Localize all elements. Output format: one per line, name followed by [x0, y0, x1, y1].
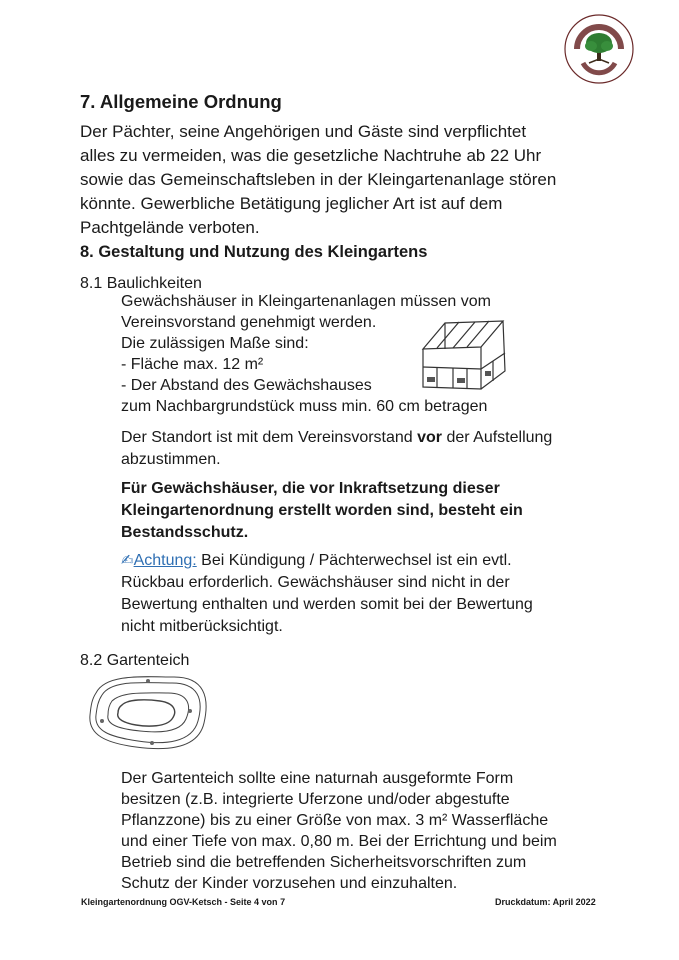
footer-left	[81, 897, 285, 907]
text-line: Pflanzzone) bis zu einer Größe von max. 3 m² Wasserfläche	[121, 812, 549, 829]
page-total: 7	[280, 897, 286, 907]
text-line: und einer Tiefe von max. 0,80 m. Bei der Errichtung und beim	[121, 833, 557, 850]
gartenteich-paragraph	[121, 768, 611, 894]
text-line: besitzen (z.B. integrierte Uferzone und/oder abgestufte	[121, 791, 510, 808]
text-line	[121, 427, 611, 449]
text-line: Pachtgelände verboten.	[80, 218, 260, 237]
section-8-2-heading: 8.2 Gartenteich	[80, 652, 190, 669]
achtung-paragraph	[121, 550, 611, 638]
greenhouse-illustration	[415, 313, 511, 393]
text-segment: Bei Kündigung / Pächterwechsel ist ein evtl.	[196, 552, 512, 569]
text-line: alles zu vermeiden, was die gesetzliche Nachtruhe ab 22 Uhr	[80, 146, 542, 165]
text-line: Die zulässigen Maße sind:	[121, 335, 309, 352]
text-line: - Der Abstand des Gewächshauses	[121, 377, 372, 394]
bestandsschutz-paragraph	[121, 478, 601, 544]
text-line: Kleingartenordnung erstellt worden sind, besteht ein	[121, 502, 523, 519]
footer-print-date: Druckdatum: April 2022	[495, 897, 596, 907]
section-7-paragraph	[80, 120, 620, 240]
footer-separator: von	[259, 897, 281, 907]
text-line: nicht mitberücksichtigt.	[121, 618, 283, 635]
section-7-heading: 7. Allgemeine Ordnung	[80, 91, 282, 112]
text-line: Für Gewächshäuser, die vor Inkraftsetzung dieser	[121, 480, 500, 497]
text-line: Der Pächter, seine Angehörigen und Gäste sind verpflichtet	[80, 122, 527, 141]
text-line: sowie das Gemeinschaftsleben in der Kleingartenanlage stören	[80, 170, 557, 189]
text-line	[121, 550, 611, 572]
emphasis: vor	[417, 429, 443, 446]
text-line: Bewertung enthalten und werden somit bei der Bewertung	[121, 596, 533, 613]
text-segment: Der Standort ist mit dem Vereinsvorstand	[121, 429, 418, 446]
page-number: 4	[254, 897, 260, 907]
achtung-link[interactable]: Achtung:	[133, 552, 197, 569]
text-line: Gewächshäuser in Kleingartenanlagen müssen vom	[121, 293, 491, 310]
text-line: Betrieb sind die betreffenden Sicherheitsvorschriften zum	[121, 854, 527, 871]
text-line: Rückbau erforderlich. Gewächshäuser sind nicht in der	[121, 574, 510, 591]
pond-illustration	[86, 671, 211, 755]
section-8-1-heading: 8.1 Baulichkeiten	[80, 275, 202, 292]
text-line: könnte. Gewerbliche Betätigung jeglicher Art ist auf dem	[80, 194, 503, 213]
text-line: Vereinsvorstand genehmigt werden.	[121, 314, 377, 331]
pencil-icon: ✍︎	[121, 552, 134, 569]
text-line: - Fläche max. 12 m²	[121, 356, 264, 373]
standort-paragraph	[121, 427, 611, 471]
text-line: Schutz der Kinder vorzusehen und einzuhalten.	[121, 875, 458, 892]
footer-doc-title: Kleingartenordnung OGV-Ketsch - Seite	[81, 897, 255, 907]
text-line: Bestandsschutz.	[121, 524, 249, 541]
club-logo	[563, 13, 635, 85]
text-line: abzustimmen.	[121, 451, 221, 468]
text-segment: der Aufstellung	[442, 429, 553, 446]
text-line: Der Gartenteich sollte eine naturnah ausgeformte Form	[121, 770, 514, 787]
section-8-heading: 8. Gestaltung und Nutzung des Kleingartens	[80, 243, 428, 261]
text-line: zum Nachbargrundstück muss min. 60 cm betragen	[121, 398, 488, 415]
